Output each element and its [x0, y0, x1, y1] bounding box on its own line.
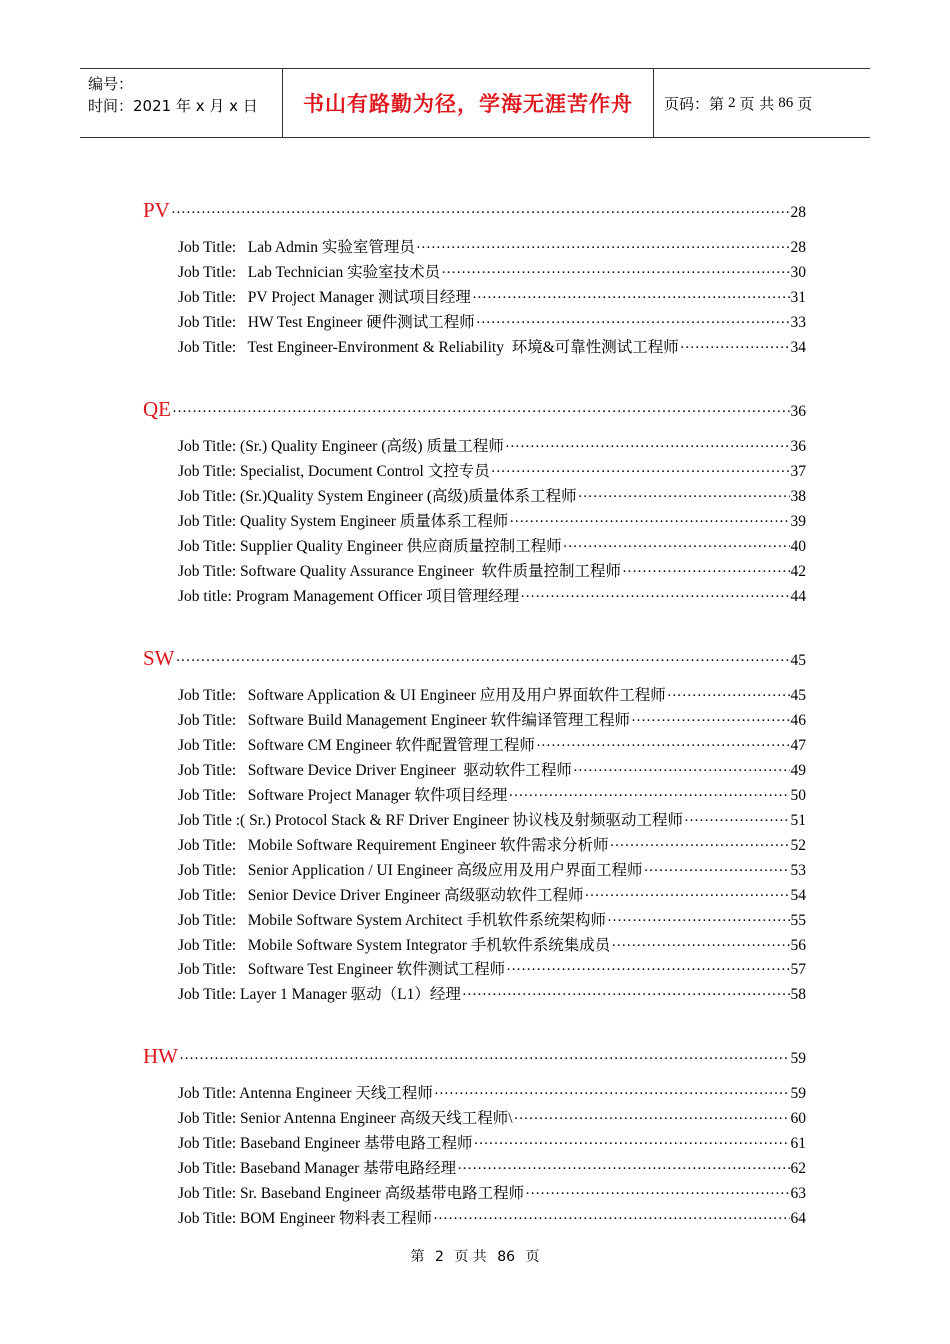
toc-leader-dots	[505, 439, 790, 456]
toc-leader-dots	[631, 713, 789, 730]
toc-entry[interactable]	[178, 858, 806, 880]
toc-entry-title: Job Title: Mobile Software Requirement Engineer 软件需求分析师	[178, 836, 609, 854]
toc-entry-page: 55	[790, 911, 806, 929]
footer-prefix: 第	[410, 1249, 425, 1265]
toc-entry-title: Job Title: Software Device Driver Engineer 驱动软件工程师	[178, 761, 572, 779]
toc-entry-title: Job Title: Lab Technician 实验室技术员	[178, 263, 441, 281]
toc-entry-title: Job Title: Test Engineer-Environment & Reliability 环境&可靠性测试工程师	[178, 338, 679, 356]
page-number: 2	[728, 94, 736, 111]
toc-leader-dots	[667, 688, 790, 705]
page-footer	[0, 1246, 950, 1266]
total-pages: 86	[778, 94, 794, 111]
toc-entry-page: 47	[790, 736, 806, 754]
toc-entry-title: Job Title: Sr. Baseband Engineer 高级基带电路工程师	[178, 1184, 525, 1202]
toc-leader-dots	[680, 340, 790, 357]
toc-entry-page: 50	[790, 786, 806, 804]
toc-entry[interactable]	[178, 883, 806, 905]
footer-suffix: 页	[525, 1249, 540, 1265]
toc-entry-title: Job Title: Senior Antenna Engineer 高级天线工程师\	[178, 1109, 513, 1127]
toc-entry-title: Job Title: Specialist, Document Control 文控专员	[178, 462, 490, 480]
toc-entry-page: 39	[790, 512, 806, 530]
toc-leader-dots	[179, 1051, 790, 1068]
code-label: 编号：	[88, 75, 134, 93]
toc-entry-page: 62	[790, 1159, 806, 1177]
toc-entry-page: 64	[790, 1209, 806, 1227]
toc-entry[interactable]	[178, 708, 806, 730]
toc-leader-dots	[525, 1186, 789, 1203]
toc-entry-page: 56	[790, 936, 806, 954]
toc-entry-page: 51	[790, 811, 806, 829]
toc-entry-title: Job Title: Baseband Manager 基带电路经理	[178, 1159, 457, 1177]
toc-section-1[interactable]	[143, 397, 806, 422]
toc-entry-page: 63	[790, 1184, 806, 1202]
toc-entry[interactable]	[178, 459, 806, 481]
toc-leader-dots	[474, 1136, 790, 1153]
toc-entry-title: Job Title: PV Project Manager 测试项目经理	[178, 288, 471, 306]
toc-entry-title: Job Title: Baseband Engineer 基带电路工程师	[178, 1134, 473, 1152]
page-prefix: 页码：第	[664, 94, 725, 113]
header-motto: 书山有路勤为径，学海无涯苦作舟	[282, 69, 654, 137]
toc-entry-title: Job Title: Software CM Engineer 软件配置管理工程师	[178, 736, 535, 754]
toc-entry-title: Job Title: HW Test Engineer 硬件测试工程师	[178, 313, 475, 331]
toc-entry-title: Job Title: (Sr.)Quality System Engineer (高级)质量体系工程师	[178, 487, 577, 505]
toc-entry-page: 30	[790, 263, 806, 281]
toc-entry[interactable]	[178, 783, 806, 805]
toc-entry-page: 31	[790, 288, 806, 306]
toc-entry-title: Job Title: Software Project Manager 软件项目经理	[178, 786, 508, 804]
toc-leader-dots	[514, 1111, 790, 1128]
toc-entry-title: Job Title: Layer 1 Manager 驱动（L1）经理	[178, 986, 461, 1004]
toc-entry[interactable]	[178, 1131, 806, 1153]
toc-entry[interactable]	[178, 1106, 806, 1128]
toc-entry-page: 58	[790, 986, 806, 1004]
toc-entry-page: 61	[790, 1134, 806, 1152]
page-header	[80, 68, 870, 138]
toc-entry-title: Job Title: (Sr.) Quality Engineer (高级) 质量工程师	[178, 438, 504, 455]
toc-section-2[interactable]	[143, 646, 806, 671]
toc-leader-dots	[611, 938, 789, 955]
toc-entry-page: 53	[790, 861, 806, 879]
toc-leader-dots	[433, 1211, 789, 1228]
toc-entry[interactable]	[178, 758, 806, 780]
toc-entry[interactable]	[178, 534, 806, 556]
toc-entry[interactable]	[178, 808, 806, 830]
toc-entry-title: Job Title: Antenna Engineer 天线工程师	[178, 1085, 433, 1102]
toc-entry-title: Job Title: Lab Admin 实验室管理员	[178, 239, 415, 256]
toc-entry[interactable]	[178, 235, 806, 257]
toc-entry[interactable]	[178, 509, 806, 531]
page-suffix: 页	[797, 94, 813, 113]
toc-entry[interactable]	[178, 484, 806, 506]
toc-section-0[interactable]	[143, 198, 806, 223]
toc-leader-dots	[472, 290, 790, 307]
toc-entry[interactable]	[178, 733, 806, 755]
toc-entry-title: Job Title: Software Test Engineer 软件测试工程师	[178, 961, 506, 979]
footer-page-number: 2	[434, 1249, 444, 1265]
toc-entry-page: 33	[790, 313, 806, 331]
toc-leader-dots	[457, 1161, 789, 1178]
toc-entry-page: 57	[790, 961, 806, 979]
toc-leader-dots	[607, 913, 790, 930]
toc-entry-page: 46	[790, 711, 806, 729]
toc-entry-page: 28	[790, 239, 806, 256]
toc-section-title: SW	[143, 646, 175, 670]
toc-leader-dots	[462, 987, 790, 1004]
toc-leader-dots	[644, 863, 790, 880]
toc-entry-title: Job Title: Quality System Engineer 质量体系工程师	[178, 512, 509, 530]
toc-leader-dots	[563, 539, 790, 556]
toc-leader-dots	[434, 1086, 790, 1103]
toc-entry-page: 60	[790, 1109, 806, 1127]
toc-leader-dots	[441, 265, 789, 282]
toc-entry[interactable]	[178, 584, 806, 606]
toc-entry[interactable]	[178, 957, 806, 979]
toc-entry-page: 45	[790, 687, 806, 704]
toc-entry[interactable]	[178, 335, 806, 357]
toc-leader-dots	[573, 763, 790, 780]
toc-leader-dots	[509, 514, 789, 531]
toc-entry-page: 34	[790, 338, 806, 356]
toc-entry[interactable]	[178, 559, 806, 581]
toc-leader-dots	[610, 838, 790, 855]
toc-entry-title: Job title: Program Management Officer 项目管理经理	[178, 587, 520, 605]
toc-leader-dots	[491, 464, 790, 481]
toc-entry[interactable]	[178, 933, 806, 955]
toc-section-page: 36	[790, 403, 806, 420]
toc-leader-dots	[520, 589, 789, 606]
toc-entry[interactable]	[178, 1206, 806, 1228]
toc-entry-page: 59	[790, 1085, 806, 1102]
toc-entry-title: Job Title: Software Application & UI Engineer 应用及用户界面软件工程师	[178, 687, 666, 704]
toc-entry-title: Job Title: BOM Engineer 物料表工程师	[178, 1209, 433, 1227]
toc-entry[interactable]	[178, 260, 806, 282]
toc-leader-dots	[585, 888, 790, 905]
toc-entry-title: Job Title: Senior Device Driver Engineer 高级驱动软件工程师	[178, 886, 584, 904]
toc-leader-dots	[536, 738, 790, 755]
toc-entry-title: Job Title: Software Quality Assurance Engineer 软件质量控制工程师	[178, 562, 621, 580]
toc-leader-dots	[506, 962, 789, 979]
toc-entry[interactable]	[178, 683, 806, 705]
toc-entry-page: 49	[790, 761, 806, 779]
toc-leader-dots	[578, 489, 790, 506]
toc-entry-page: 52	[790, 836, 806, 854]
toc-entry[interactable]	[178, 1081, 806, 1103]
toc-section-title: PV	[143, 198, 170, 222]
toc-entry[interactable]	[178, 1181, 806, 1203]
toc-section-page: 45	[790, 652, 806, 669]
toc-entry-title: Job Title: Senior Application / UI Engineer 高级应用及用户界面工程师	[178, 861, 643, 879]
toc-entry-page: 42	[790, 562, 806, 580]
toc-entry-title: Job Title: Mobile Software System Integrator 手机软件系统集成员	[178, 936, 611, 954]
footer-mid: 页 共	[454, 1249, 487, 1265]
toc-entry-page: 40	[790, 537, 806, 555]
toc-leader-dots	[176, 653, 790, 670]
toc-entry-title: Job Title :( Sr.) Protocol Stack & RF Driver Engineer 协议栈及射频驱动工程师	[178, 811, 684, 829]
toc-entry-page: 38	[790, 487, 806, 505]
toc-entry-page: 44	[790, 587, 806, 605]
toc-leader-dots	[172, 404, 790, 421]
toc-entry[interactable]	[178, 908, 806, 930]
toc-entry[interactable]	[178, 982, 806, 1004]
toc-section-title: QE	[143, 397, 171, 421]
toc-entry[interactable]	[178, 1156, 806, 1178]
toc-section-page: 59	[790, 1050, 806, 1067]
toc-leader-dots	[508, 788, 789, 805]
toc-entry[interactable]	[178, 310, 806, 332]
toc-section-page: 28	[790, 204, 806, 221]
toc-entry-title: Job Title: Software Build Management Engineer 软件编译管理工程师	[178, 711, 631, 729]
toc-section-3[interactable]	[143, 1044, 806, 1069]
toc-entry-page: 36	[790, 438, 806, 455]
toc-entry[interactable]	[178, 285, 806, 307]
toc-entry-page: 37	[790, 462, 806, 480]
toc-entry-title: Job Title: Mobile Software System Architect 手机软件系统架构师	[178, 911, 606, 929]
time-label: 时间：2021 年 x 月 x 日	[88, 97, 258, 115]
toc-leader-dots	[622, 564, 790, 581]
toc-entry-title: Job Title: Supplier Quality Engineer 供应商质量控制工程师	[178, 537, 562, 555]
footer-total: 86	[497, 1249, 516, 1265]
toc-leader-dots	[476, 315, 790, 332]
toc-entry[interactable]	[178, 434, 806, 456]
toc-leader-dots	[684, 813, 789, 830]
page-mid: 页 共	[739, 94, 775, 113]
toc-section-title: HW	[143, 1044, 178, 1068]
toc-leader-dots	[416, 240, 790, 257]
toc-leader-dots	[171, 205, 790, 222]
toc-entry[interactable]	[178, 833, 806, 855]
header-page-info	[654, 69, 870, 137]
header-info	[80, 69, 282, 137]
toc-entry-page: 54	[790, 886, 806, 904]
